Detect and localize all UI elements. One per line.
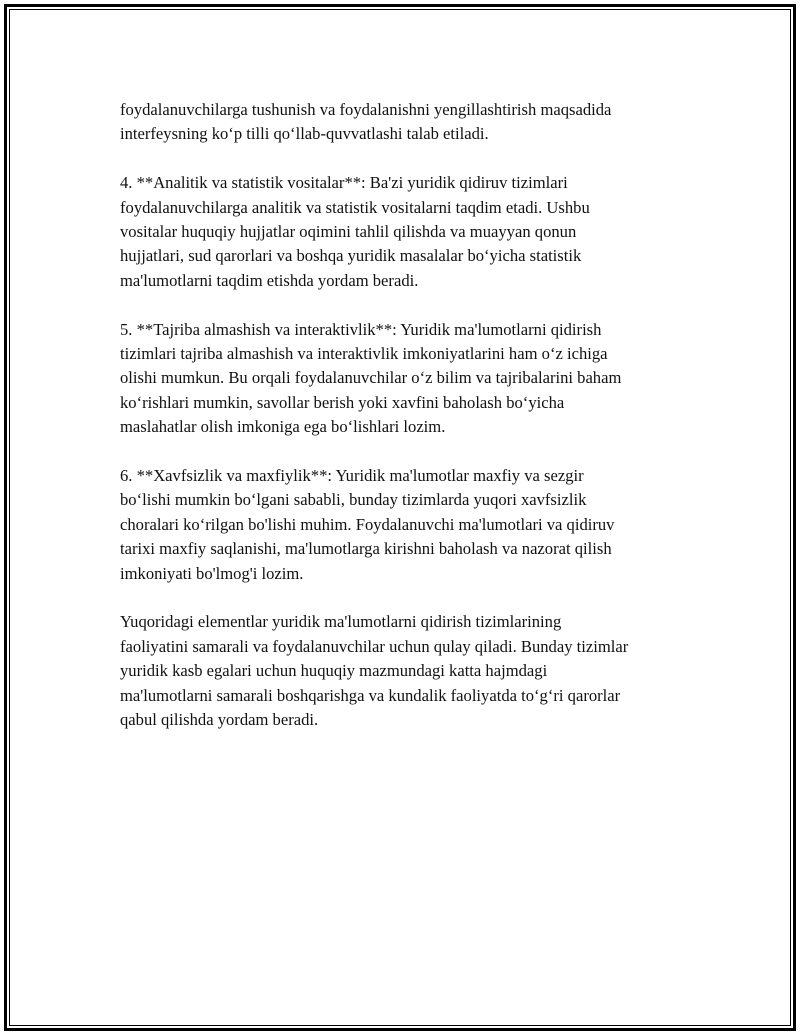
paragraph-security-privacy: 6. **Xavfsizlik va maxfiylik**: Yuridik ma'lumotlar maxfiy va sezgir bo‘lishi mumkin bo‘lgani sababli, bunday tizimlarda yuqori xavfsizlik choralari ko‘rilgan bo'lishi muhim. Foydalanuvchi ma'lumotlari va qidiruv tarixi maxfiy saqlanishi, ma'lumotlarga kirishni baholash va nazorat qilish imkoniyati bo'lmog'i lozim. bbox=[120, 466, 615, 583]
paragraph-experience-sharing: 5. **Tajriba almashish va interaktivlik**: Yuridik ma'lumotlarni qidirish tizimlari tajriba almashish va interaktivlik imkoniyatlarini ham o‘z ichiga olishi mumkun. Bu orqali foydalanuvchilar o‘z bilim va tajribalarini baham ko‘rishlari mumkin, savollar berish yoki xavfini baholash bo‘yicha maslahatlar olish imkoniga ega bo‘lishlari lozim. bbox=[120, 319, 622, 437]
document-body bbox=[120, 98, 690, 757]
paragraph-analytics-tools: 4. **Analitik va statistik vositalar**: Ba'zi yuridik qidiruv tizimlari foydalanuvchilarga analitik va statistik vositalarni taqdim etadi. Ushbu vositalar huquqiy hujjatlar oqimini tahlil qilishda va muayyan qonun hujjatlari, sud qarorlari va boshqa yuridik masalalar bo‘yicha statistik ma'lumotlarni taqdim etishda yordam beradi. bbox=[120, 173, 590, 290]
document-page bbox=[4, 4, 796, 1031]
paragraph-interface-languages: foydalanuvchilarga tushunish va foydalanishni yengillashtirish maqsadida interfeysning ko‘p tilli qo‘llab-quvvatlashi talab etiladi. bbox=[120, 100, 612, 144]
paragraph-conclusion: Yuqoridagi elementlar yuridik ma'lumotlarni qidirish tizimlarining faoliyatini samarali va foydalanuvchilar uchun qulay qiladi. Bunday tizimlar yuridik kasb egalari uchun huquqiy mazmundagi katta hajmdagi ma'lumotlarni samarali boshqarishga va kundalik faoliyatda to‘g‘ri qarorlar qabul qilishda yordam beradi. bbox=[120, 612, 629, 730]
